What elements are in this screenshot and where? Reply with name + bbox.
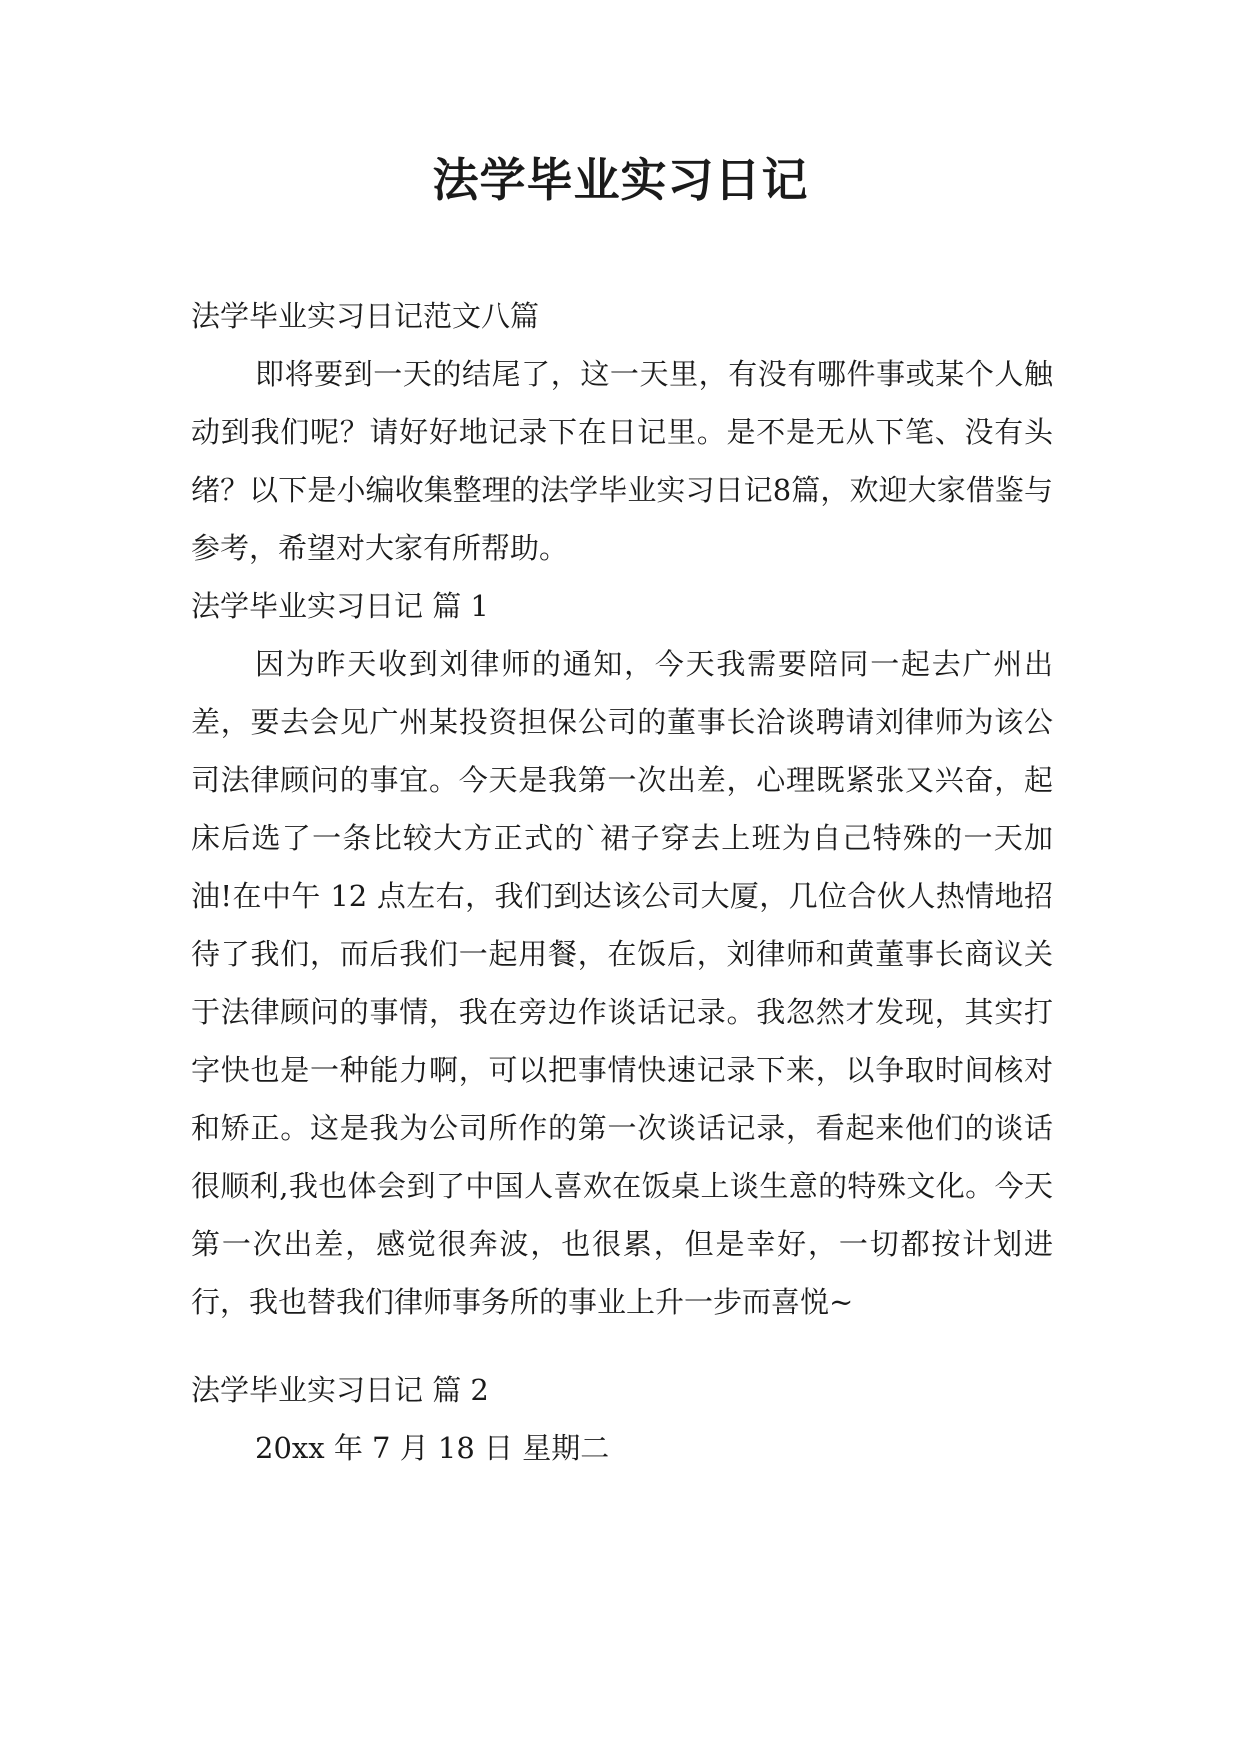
document-title: 法学毕业实习日记 — [432, 153, 809, 207]
intro-paragraph: 即将要到一天的结尾了，这一天里，有没有哪件事或某个人触动到我们呢？请好好地记录下在日记里。是不是无从下笔、没有头绪？以下是小编收集整理的法学毕业实习日记8篇，欢迎大家借鉴与参考，希望对大家有所帮助。 — [191, 357, 1053, 565]
section-1-heading: 法学毕业实习日记 篇 1 — [191, 589, 489, 623]
section-spacer — [191, 1331, 1053, 1361]
document-body — [191, 287, 1053, 1477]
section-1-paragraph: 因为昨天收到刘律师的通知，今天我需要陪同一起去广州出差，要去会见广州某投资担保公司的董事长洽谈聘请刘律师为该公司法律顾问的事宜。今天是我第一次出差，心理既紧张又兴奋，起床后选了一条比较大方正式的`裙子穿去上班为自己特殊的一天加油!在中午 12 点左右，我们到达该公司大厦，几位合伙人热情地招待了我们，而后我们一起用餐，在饭后，刘律师和黄董事长商议关于法律顾问的事情，我在旁边作谈话记录。我忽然才发现，其实打字快也是一种能力啊，可以把事情快速记录下来，以争取时间核对和矫正。这是我为公司所作的第一次谈话记录，看起来他们的谈话很顺利,我也体会到了中国人喜欢在饭桌上谈生意的特殊文化。今天第一次出差，感觉很奔波，也很累，但是幸好，一切都按计划进行，我也替我们律师事务所的事业上升一步而喜悦~ — [191, 647, 1053, 1319]
document-subtitle: 法学毕业实习日记范文八篇 — [191, 299, 540, 333]
section-2-date: 20xx 年 7 月 18 日 星期二 — [255, 1431, 610, 1465]
section-2-heading: 法学毕业实习日记 篇 2 — [191, 1373, 489, 1407]
